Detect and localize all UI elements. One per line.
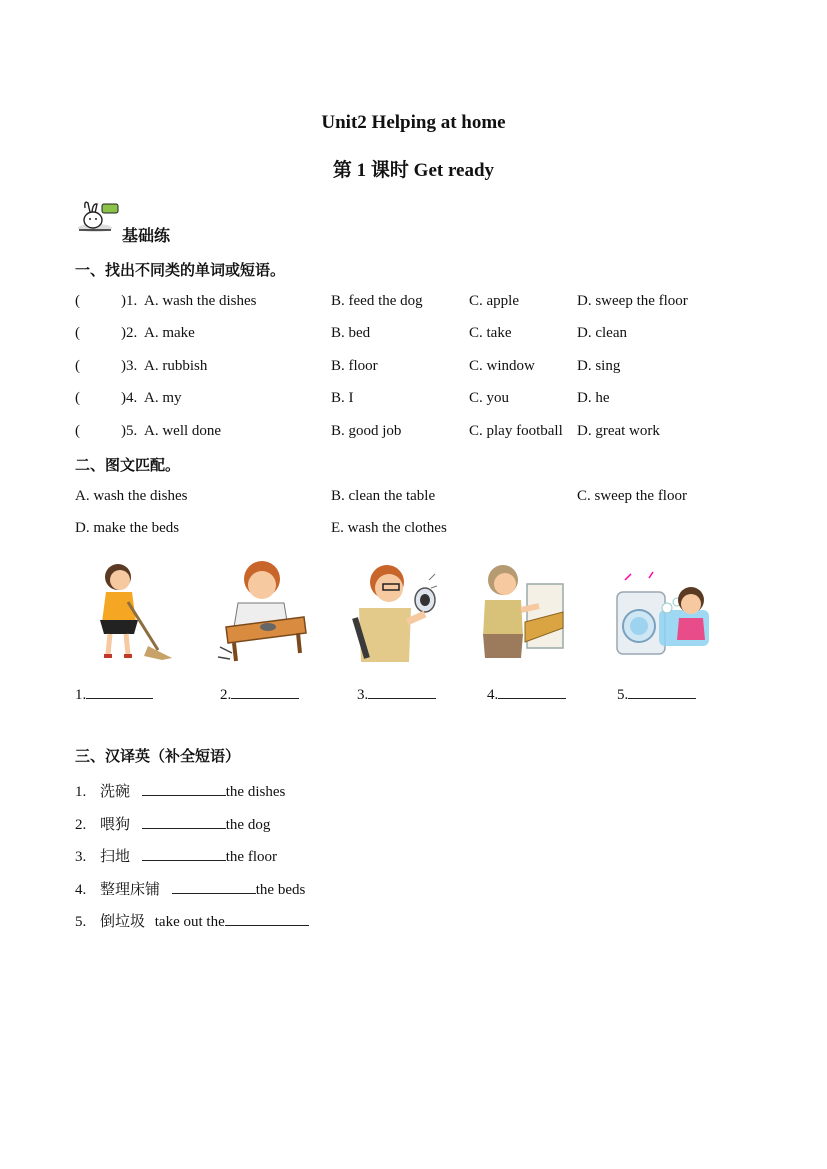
translation-item-1 xyxy=(75,780,285,801)
item-1-chinese: 洗碗 xyxy=(100,782,131,800)
q4-option-c: C. you xyxy=(469,390,510,406)
q5-bracket: ( xyxy=(75,423,80,439)
man-washing-dishes-picture xyxy=(345,558,437,666)
q4-bracket: ( xyxy=(75,390,80,406)
q4-option-b: B. I xyxy=(331,390,354,406)
q3-option-a: A. rubbish xyxy=(144,358,208,374)
match-option-c: C. sweep the floor xyxy=(577,488,687,504)
translation-item-2 xyxy=(75,813,270,834)
q5-number: )5. xyxy=(121,423,138,439)
item-3-english: the floor xyxy=(225,849,277,865)
q5-option-d: D. great work xyxy=(577,423,660,439)
page-subtitle: 第 1 课时 Get ready xyxy=(332,160,495,181)
woman-making-bed-picture xyxy=(475,562,565,664)
translation-item-3 xyxy=(75,845,277,866)
q3-option-b: B. floor xyxy=(331,358,378,374)
q5-option-b: B. good job xyxy=(331,423,402,439)
match-answer-3-blank[interactable] xyxy=(368,684,436,699)
q2-option-d: D. clean xyxy=(577,325,627,341)
match-answer-4-blank[interactable] xyxy=(498,684,566,699)
q1-option-d: D. sweep the floor xyxy=(577,293,688,309)
item-2-english: the dog xyxy=(225,817,271,833)
match-answer-4[interactable] xyxy=(487,684,566,704)
item-2-number: 2. xyxy=(75,817,87,833)
match-answer-5-number: 5. xyxy=(617,687,629,703)
q1-option-a: A. wash the dishes xyxy=(144,293,257,309)
section2-heading: 二、图文匹配。 xyxy=(75,456,181,474)
q5-option-a: A. well done xyxy=(144,423,222,439)
girl-washing-clothes-picture xyxy=(615,570,719,660)
item-3-number: 3. xyxy=(75,849,87,865)
q5-option-c: C. play football xyxy=(469,423,563,439)
badge-label: 基础练 xyxy=(122,226,171,245)
q2-number: )2. xyxy=(121,325,138,341)
section1-heading: 一、找出不同类的单词或短语。 xyxy=(75,261,286,279)
q4-number: )4. xyxy=(121,390,138,406)
match-option-a: A. wash the dishes xyxy=(75,488,188,504)
match-answer-1[interactable] xyxy=(75,684,153,704)
match-answer-2-number: 2. xyxy=(220,687,232,703)
item-3-chinese: 扫地 xyxy=(100,847,131,865)
match-answer-1-blank[interactable] xyxy=(86,684,153,699)
item-5-chinese: 倒垃圾 xyxy=(100,912,146,930)
translation-item-5 xyxy=(75,910,309,931)
item-4-blank[interactable] xyxy=(172,879,256,894)
item-2-blank[interactable] xyxy=(142,814,226,829)
q1-bracket: ( xyxy=(75,293,80,309)
q2-option-b: B. bed xyxy=(331,325,371,341)
q3-bracket: ( xyxy=(75,358,80,374)
match-answer-5-blank[interactable] xyxy=(628,684,696,699)
q1-option-c: C. apple xyxy=(469,293,519,309)
q1-option-b: B. feed the dog xyxy=(331,293,423,309)
item-5-number: 5. xyxy=(75,914,87,930)
item-2-chinese: 喂狗 xyxy=(100,815,131,833)
q2-option-c: C. take xyxy=(469,325,512,341)
item-4-number: 4. xyxy=(75,882,87,898)
match-answer-2[interactable] xyxy=(220,684,299,704)
q4-option-a: A. my xyxy=(144,390,182,406)
q3-option-d: D. sing xyxy=(577,358,621,374)
rabbit-mascot-icon xyxy=(75,200,121,236)
item-5-blank[interactable] xyxy=(225,911,309,926)
q1-number: )1. xyxy=(121,293,138,309)
match-answer-1-number: 1. xyxy=(75,687,87,703)
match-answer-2-blank[interactable] xyxy=(231,684,299,699)
girl-sweeping-picture xyxy=(92,560,174,662)
boy-cleaning-table-picture xyxy=(218,557,310,665)
page-title: Unit2 Helping at home xyxy=(321,112,506,133)
match-option-d: D. make the beds xyxy=(75,520,180,536)
section3-heading: 三、汉译英（补全短语） xyxy=(75,747,241,765)
item-5-english: take out the xyxy=(154,914,225,930)
item-4-english: the beds xyxy=(255,882,306,898)
translation-item-4 xyxy=(75,878,305,899)
match-answer-3[interactable] xyxy=(357,684,436,704)
item-1-blank[interactable] xyxy=(142,781,226,796)
match-answer-3-number: 3. xyxy=(357,687,369,703)
q3-number: )3. xyxy=(121,358,138,374)
match-option-b: B. clean the table xyxy=(331,488,436,504)
q2-bracket: ( xyxy=(75,325,80,341)
match-option-e: E. wash the clothes xyxy=(331,520,447,536)
item-1-english: the dishes xyxy=(225,784,286,800)
item-3-blank[interactable] xyxy=(142,846,226,861)
q2-option-a: A. make xyxy=(144,325,195,341)
item-1-number: 1. xyxy=(75,784,87,800)
match-answer-4-number: 4. xyxy=(487,687,499,703)
q4-option-d: D. he xyxy=(577,390,610,406)
q3-option-c: C. window xyxy=(469,358,535,374)
match-answer-5[interactable] xyxy=(617,684,696,704)
item-4-chinese: 整理床铺 xyxy=(100,880,161,898)
